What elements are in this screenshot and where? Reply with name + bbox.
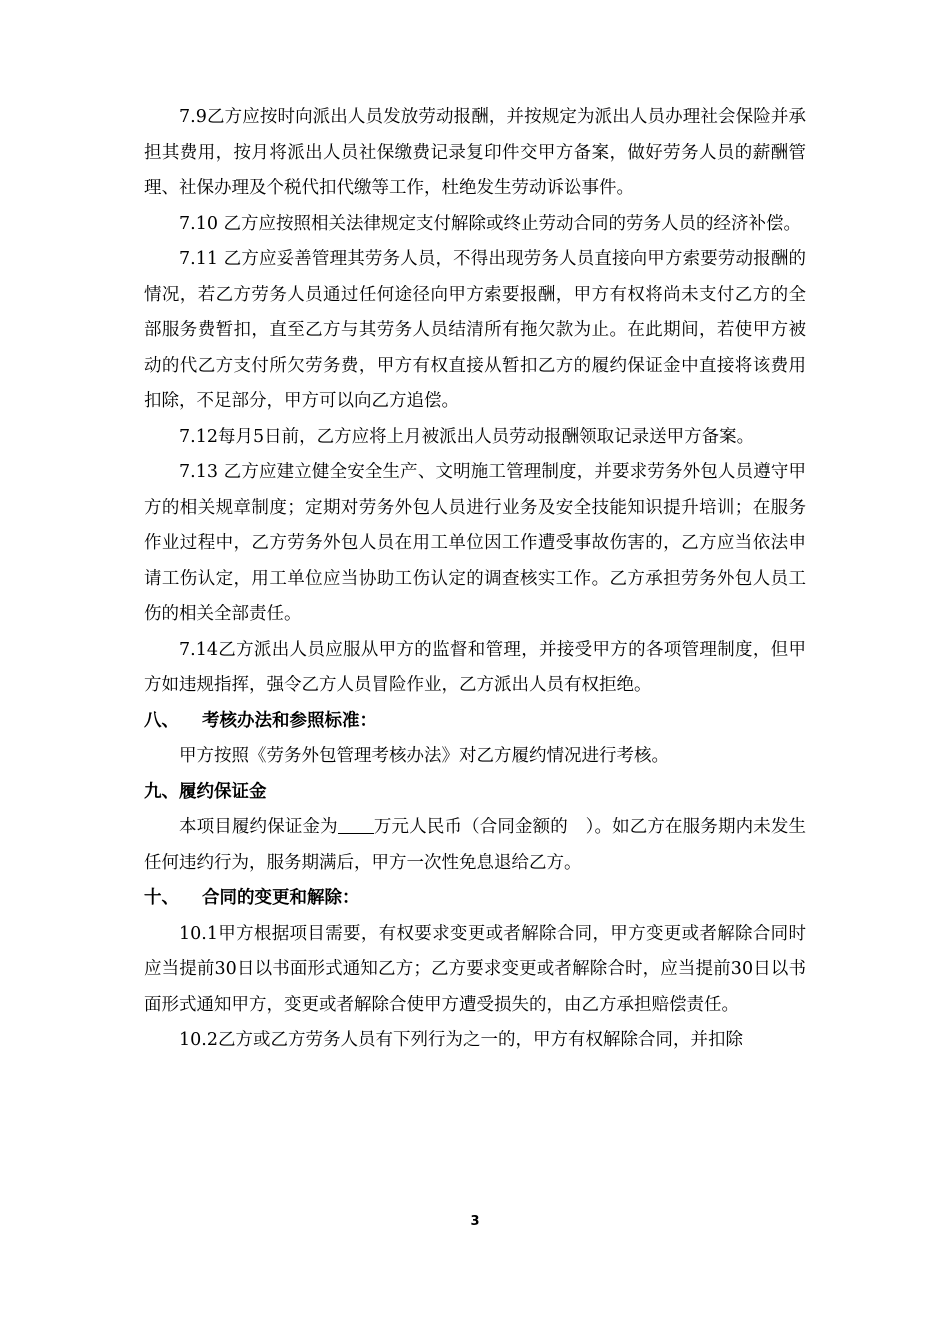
clause-7-9: 7.9乙方应按时向派出人员发放劳动报酬，并按规定为派出人员办理社会保险并承担其费用，按月将派出人员社保缴费记录复印件交甲方备案，做好劳务人员的薪酬管理、社保办理及个税代扣代缴等工作，杜绝发生劳动诉讼事件。 [144, 107, 806, 198]
section-9-body [144, 810, 806, 881]
clause-7-13: 7.13 乙方应建立健全安全生产、文明施工管理制度，并要求劳务外包人员遵守甲方的相关规章制度；定期对劳务外包人员进行业务及安全技能知识提升培训；在服务作业过程中，乙方劳务外包人员在用工单位因工作遭受事故伤害的，乙方应当依法申请工伤认定，用工单位应当协助工伤认定的调查核实工作。乙方承担劳务外包人员工伤的相关全部责任。 [144, 462, 806, 624]
clause-7-11: 7.11 乙方应妥善管理其劳务人员，不得出现劳务人员直接向甲方索要劳动报酬的情况，若乙方劳务人员通过任何途径向甲方索要报酬，甲方有权将尚未支付乙方的全部服务费暂扣，直至乙方与其劳务人员结清所有拖欠款为止。在此期间，若使甲方被动的代乙方支付所欠劳务费，甲方有权直接从暂扣乙方的履约保证金中直接将该费用扣除，不足部分，甲方可以向乙方追偿。 [144, 249, 806, 411]
document-body [144, 100, 806, 1059]
section-8-heading [144, 704, 806, 740]
amount-blank-line [338, 815, 374, 834]
section-8-body: 甲方按照《劳务外包管理考核办法》对乙方履约情况进行考核。 [179, 746, 669, 766]
section-8-title: 考核办法和参照标准： [202, 710, 377, 731]
page-number: 3 [470, 1214, 480, 1229]
clause-7-10: 7.10 乙方应按照相关法律规定支付解除或终止劳动合同的劳务人员的经济补偿。 [179, 213, 802, 234]
clause-7-12: 7.12每月5日前，乙方应将上月被派出人员劳动报酬领取记录送甲方备案。 [179, 426, 755, 447]
section-10-title: 合同的变更和解除： [202, 888, 360, 908]
clause-7-14: 7.14乙方派出人员应服从甲方的监督和管理，并接受甲方的各项管理制度，但甲方如违规指挥，强令乙方人员冒险作业，乙方派出人员有权拒绝。 [144, 639, 806, 695]
section-9-title: 九、履约保证金 [144, 781, 267, 802]
section-10-heading [144, 881, 806, 917]
section-9-body-after: 万元人民币（合同金额的 ）。如乙方在服务期内未发生任何违约行为，服务期满后，甲方一次性免息退给乙方。 [144, 817, 807, 873]
clause-10-2: 10.2乙方或乙方劳务人员有下列行为之一的，甲方有权解除合同，并扣除 [179, 1030, 743, 1050]
section-9-heading [144, 775, 806, 811]
section-8-number: 八、 [144, 710, 179, 731]
section-10-number: 十、 [144, 888, 179, 908]
section-9-body-before: 本项目履约保证金为 [179, 817, 338, 837]
clause-10-1: 10.1甲方根据项目需要，有权要求变更或者解除合同，甲方变更或者解除合同时应当提前30日以书面形式通知乙方；乙方要求变更或者解除合时，应当提前30日以书面形式通知甲方，变更或者解除合使甲方遭受损失的，由乙方承担赔偿责任。 [144, 923, 806, 1015]
